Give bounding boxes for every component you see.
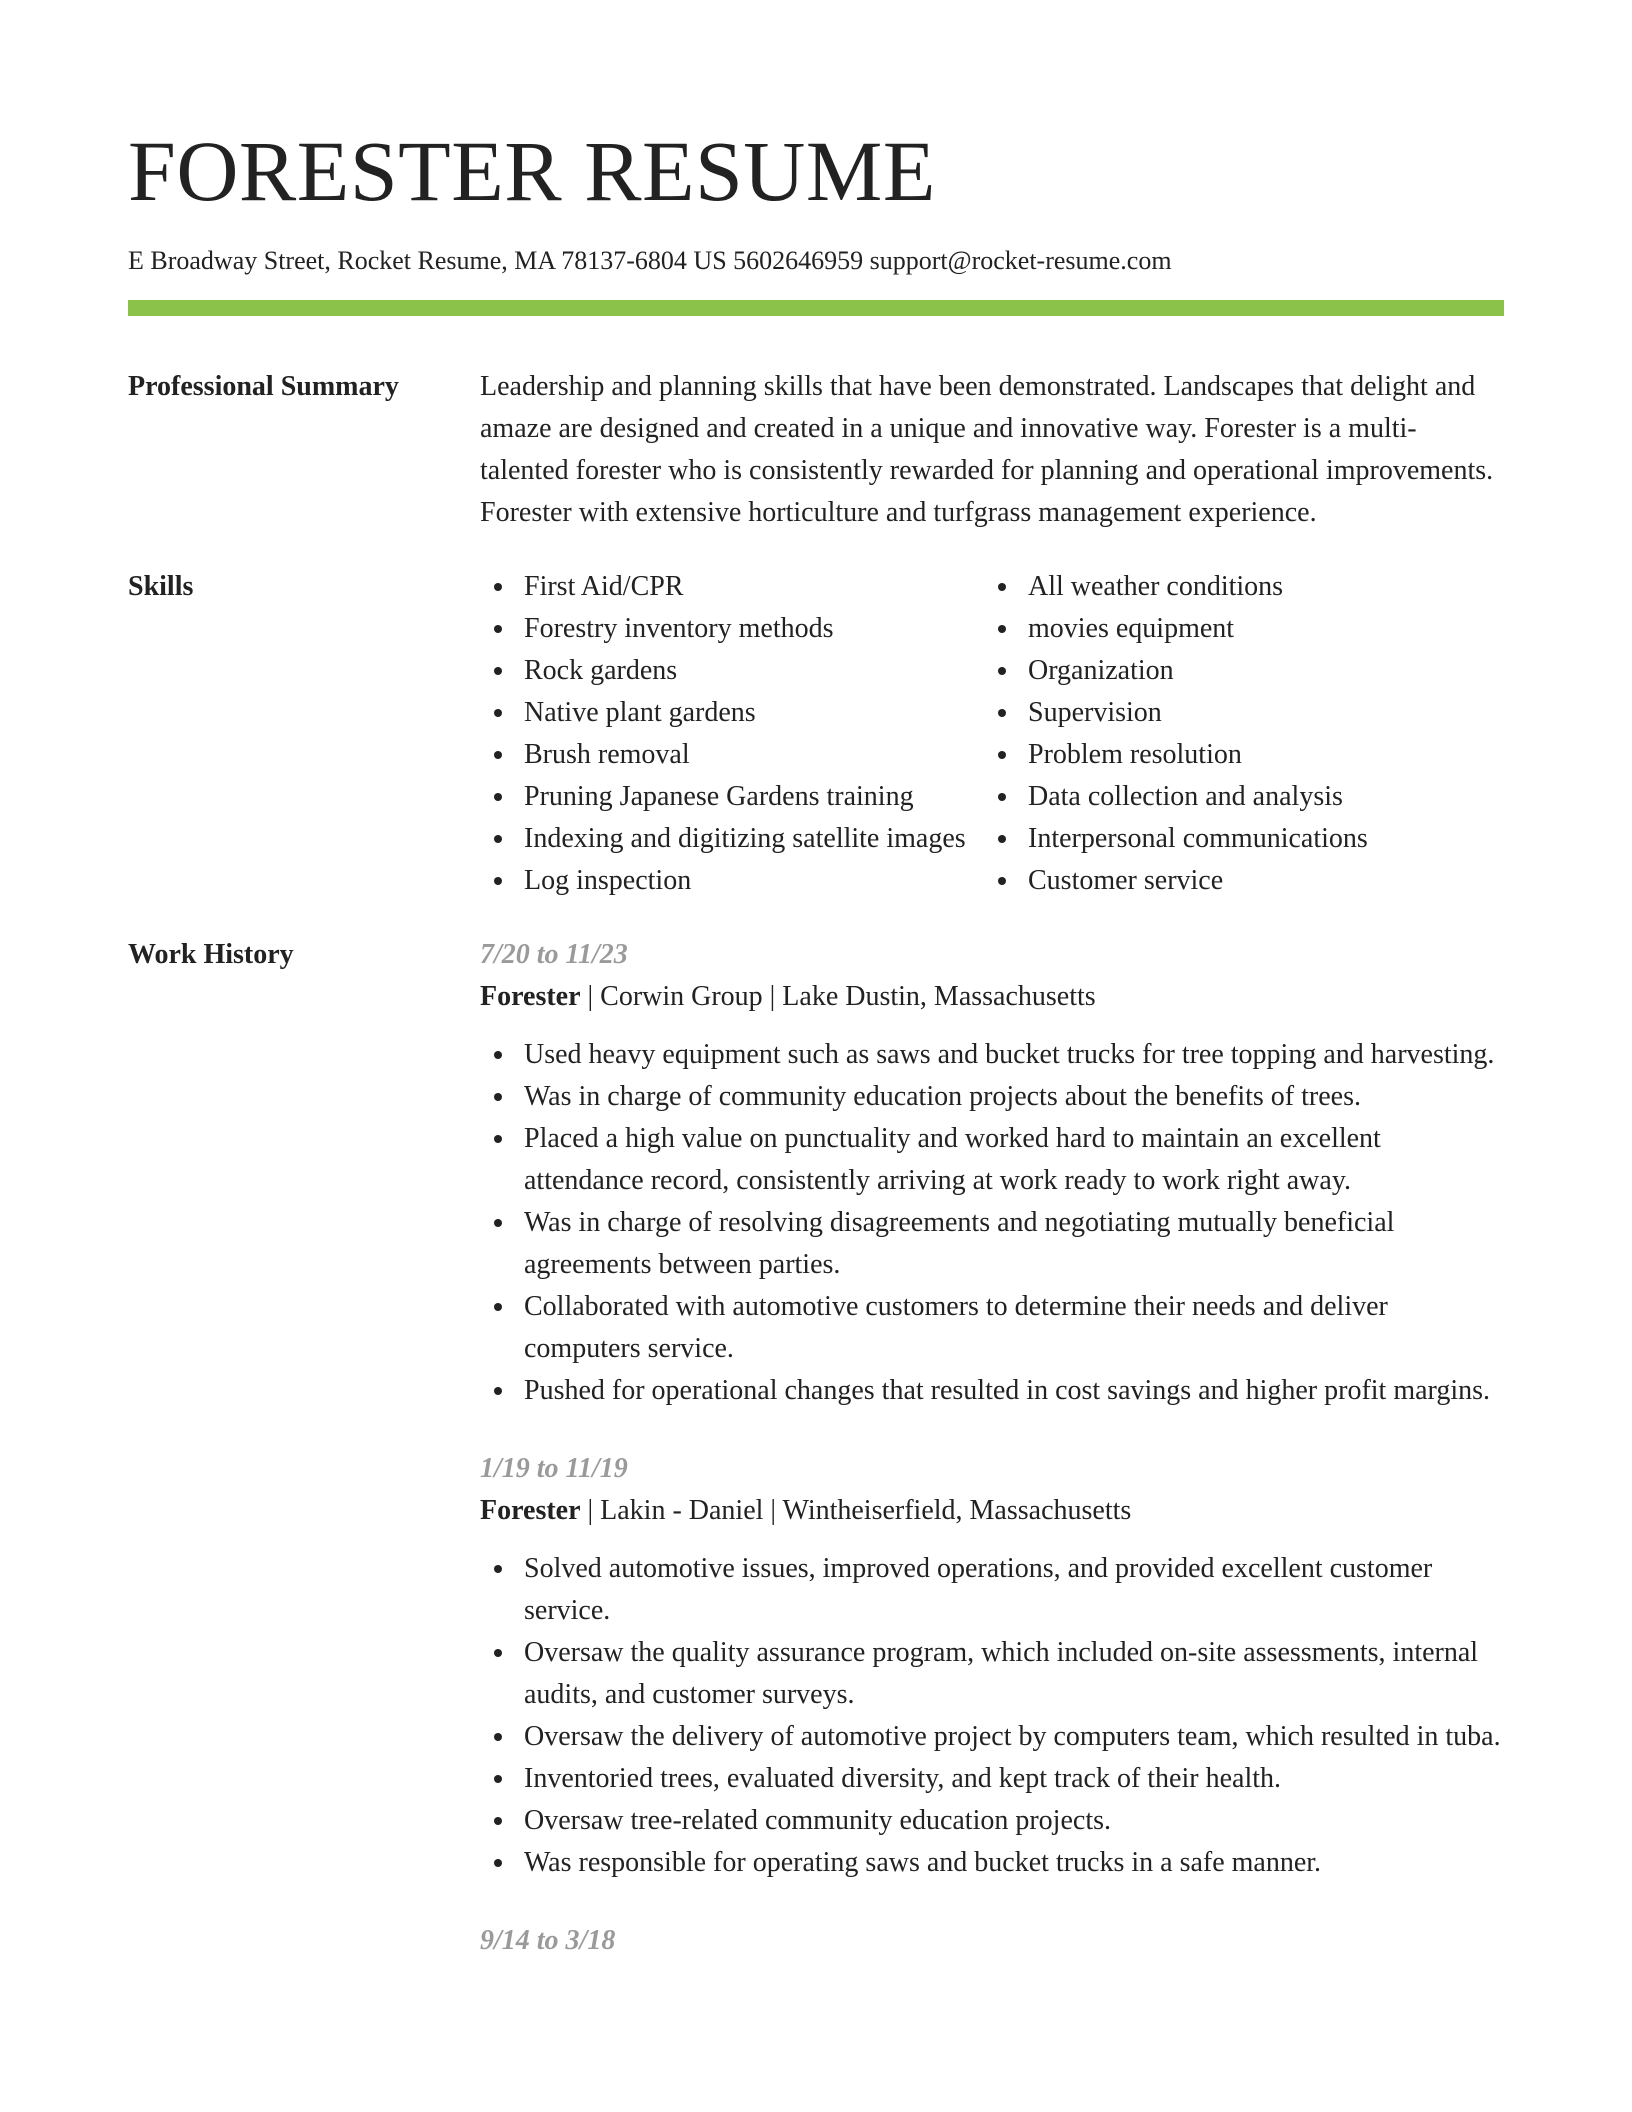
summary-section	[128, 366, 1504, 534]
job-title: Forester	[480, 981, 581, 1012]
skill-item: Log inspection	[480, 860, 984, 902]
skill-item: Forestry inventory methods	[480, 608, 984, 650]
job-bullet: Oversaw tree-related community education projects.	[480, 1800, 1504, 1842]
job-dates: 7/20 to 11/23	[480, 939, 628, 970]
job-employer-location: | Lakin - Daniel | Wintheiserfield, Massachusetts	[580, 1495, 1132, 1526]
job-bullet: Placed a high value on punctuality and worked hard to maintain an excellent attendance record, consistently arriving at work ready to work right away.	[480, 1118, 1504, 1202]
skill-item: Supervision	[984, 692, 1368, 734]
job-title-line	[480, 1490, 1504, 1532]
job-bullet: Collaborated with automotive customers to determine their needs and deliver computers service.	[480, 1286, 1504, 1370]
job-bullet: Was in charge of resolving disagreements and negotiating mutually beneficial agreements between parties.	[480, 1202, 1504, 1286]
job-title: Forester	[480, 1495, 581, 1526]
skills-list-right	[984, 566, 1368, 902]
skill-item: All weather conditions	[984, 566, 1368, 608]
skills-section	[128, 566, 1504, 902]
job-entry	[480, 1448, 1504, 1884]
skill-item: Problem resolution	[984, 734, 1368, 776]
job-bullet: Oversaw the delivery of automotive project by computers team, which resulted in tuba.	[480, 1716, 1504, 1758]
skill-item: movies equipment	[984, 608, 1368, 650]
skill-item: First Aid/CPR	[480, 566, 984, 608]
section-title-skills: Skills	[128, 571, 194, 602]
job-bullet: Oversaw the quality assurance program, which included on-site assessments, internal audits, and customer surveys.	[480, 1632, 1504, 1716]
skills-grid	[480, 566, 1504, 902]
job-dates: 9/14 to 3/18	[480, 1925, 616, 1956]
job-bullet: Was responsible for operating saws and bucket trucks in a safe manner.	[480, 1842, 1504, 1884]
job-bullets	[480, 1548, 1504, 1884]
job-dates: 1/19 to 11/19	[480, 1453, 628, 1484]
job-bullets	[480, 1034, 1504, 1412]
skill-item: Interpersonal communications	[984, 818, 1368, 860]
skill-item: Data collection and analysis	[984, 776, 1368, 818]
skill-item: Indexing and digitizing satellite images	[480, 818, 984, 860]
job-bullet: Pushed for operational changes that resulted in cost savings and higher profit margins.	[480, 1370, 1504, 1412]
skill-item: Pruning Japanese Gardens training	[480, 776, 984, 818]
job-bullet: Solved automotive issues, improved operations, and provided excellent customer service.	[480, 1548, 1504, 1632]
job-bullet: Inventoried trees, evaluated diversity, and kept track of their health.	[480, 1758, 1504, 1800]
job-employer-location: | Corwin Group | Lake Dustin, Massachusetts	[580, 981, 1096, 1012]
job-title-line	[480, 976, 1504, 1018]
job-entry	[480, 934, 1504, 1412]
skill-item: Customer service	[984, 860, 1368, 902]
skill-item: Native plant gardens	[480, 692, 984, 734]
job-bullet: Used heavy equipment such as saws and bucket trucks for tree topping and harvesting.	[480, 1034, 1504, 1076]
header-divider	[128, 300, 1504, 316]
section-title-summary: Professional Summary	[128, 371, 399, 402]
skill-item: Brush removal	[480, 734, 984, 776]
job-entry	[480, 1920, 1504, 1962]
skills-list-left	[480, 566, 984, 902]
skill-item: Organization	[984, 650, 1368, 692]
resume-name-heading: FORESTER RESUME	[128, 123, 936, 219]
section-title-work-history: Work History	[128, 939, 294, 970]
job-bullet: Was in charge of community education projects about the benefits of trees.	[480, 1076, 1504, 1118]
contact-line: E Broadway Street, Rocket Resume, MA 78137-6804 US 5602646959 support@rocket-resume.com	[128, 246, 1172, 275]
work-history-section	[128, 934, 1504, 1998]
summary-text: Leadership and planning skills that have been demonstrated. Landscapes that delight and amaze are designed and created in a unique and innovative way. Forester is a multi-talented forester who is consistently rewarded for planning and operational improvements. Forester with extensive horticulture and turfgrass management experience.	[480, 371, 1494, 528]
skill-item: Rock gardens	[480, 650, 984, 692]
